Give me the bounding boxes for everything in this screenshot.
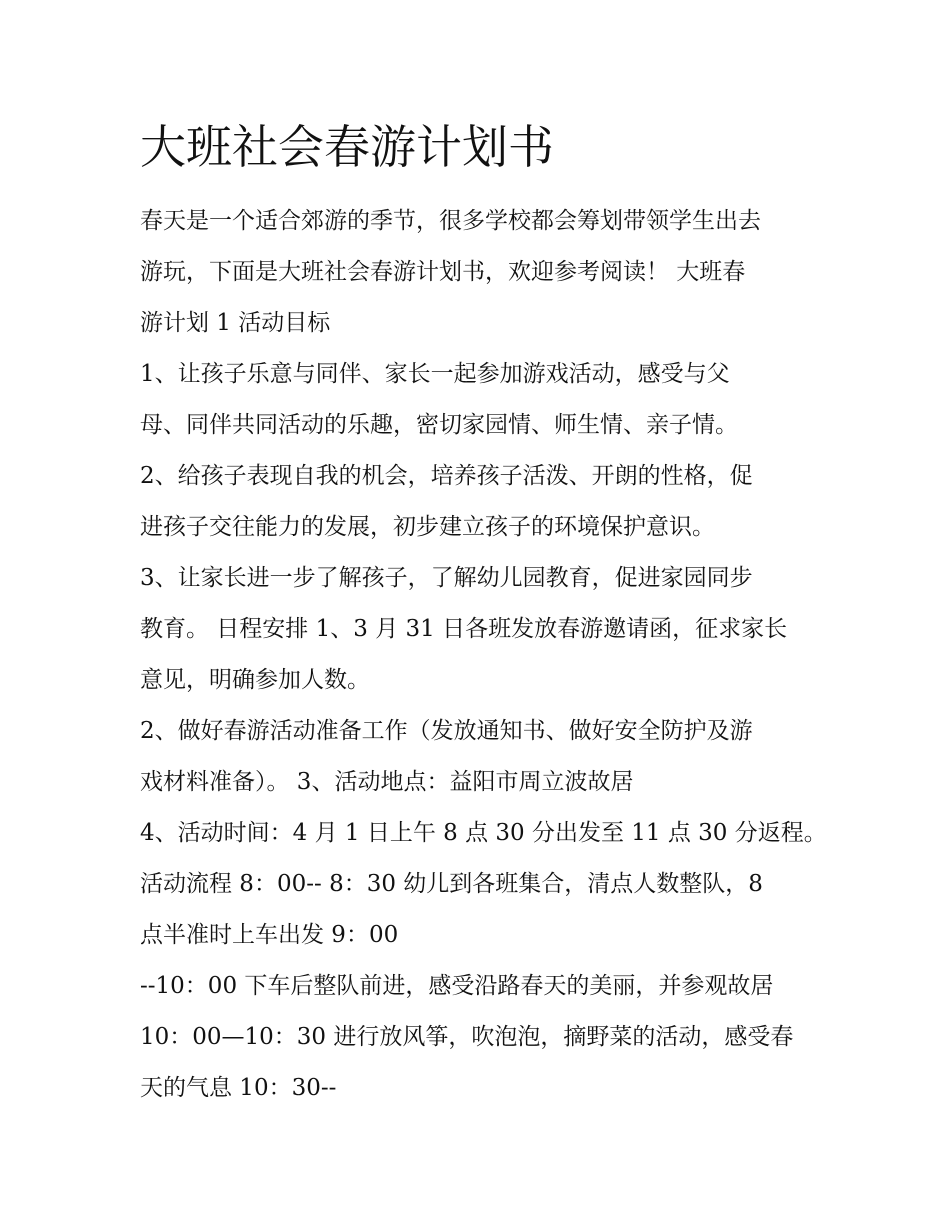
body-line-13: 4、活动时间：4 月 1 日上午 8 点 30 分出发至 11 点 30 分返程。 [140,820,827,846]
body-line-9: 教育。 日程安排 1、3 月 31 日各班发放春游邀请函，征求家长 [140,616,788,642]
body-line-17: 10：00—10：30 进行放风筝，吹泡泡，摘野菜的活动，感受春 [140,1024,794,1050]
body-line-11: 2、做好春游活动准备工作（发放通知书、做好安全防护及游 [140,718,753,744]
body-line-7: 进孩子交往能力的发展，初步建立孩子的环境保护意识。 [140,514,715,540]
body-line-15: 点半准时上车出发 9：00 [140,922,399,948]
body-line-6: 2、给孩子表现自我的机会，培养孩子活泼、开朗的性格，促 [140,463,753,489]
body-line-4: 1、让孩子乐意与同伴、家长一起参加游戏活动，感受与父 [140,361,730,387]
body-line-12: 戏材料准备）。 3、活动地点：益阳市周立波故居 [140,769,634,795]
body-line-16: --10：00 下车后整队前进，感受沿路春天的美丽，并参观故居 [140,973,774,999]
body-line-3: 游计划 1 活动目标 [140,310,331,336]
body-line-14: 活动流程 8：00-- 8：30 幼儿到各班集合，清点人数整队，8 [140,871,763,897]
body-line-10: 意见，明确参加人数。 [140,667,370,693]
document-body [140,196,827,1114]
body-line-5: 母、同伴共同活动的乐趣，密切家园情、师生情、亲子情。 [140,412,738,438]
body-line-8: 3、让家长进一步了解孩子，了解幼儿园教育，促进家园同步 [140,565,753,591]
document-title: 大班社会春游计划书 [140,120,554,174]
body-line-2: 游玩，下面是大班社会春游计划书，欢迎参考阅读！ 大班春 [140,259,746,285]
body-line-1: 春天是一个适合郊游的季节，很多学校都会筹划带领学生出去 [140,208,761,234]
body-line-18: 天的气息 10：30-- [140,1075,337,1101]
